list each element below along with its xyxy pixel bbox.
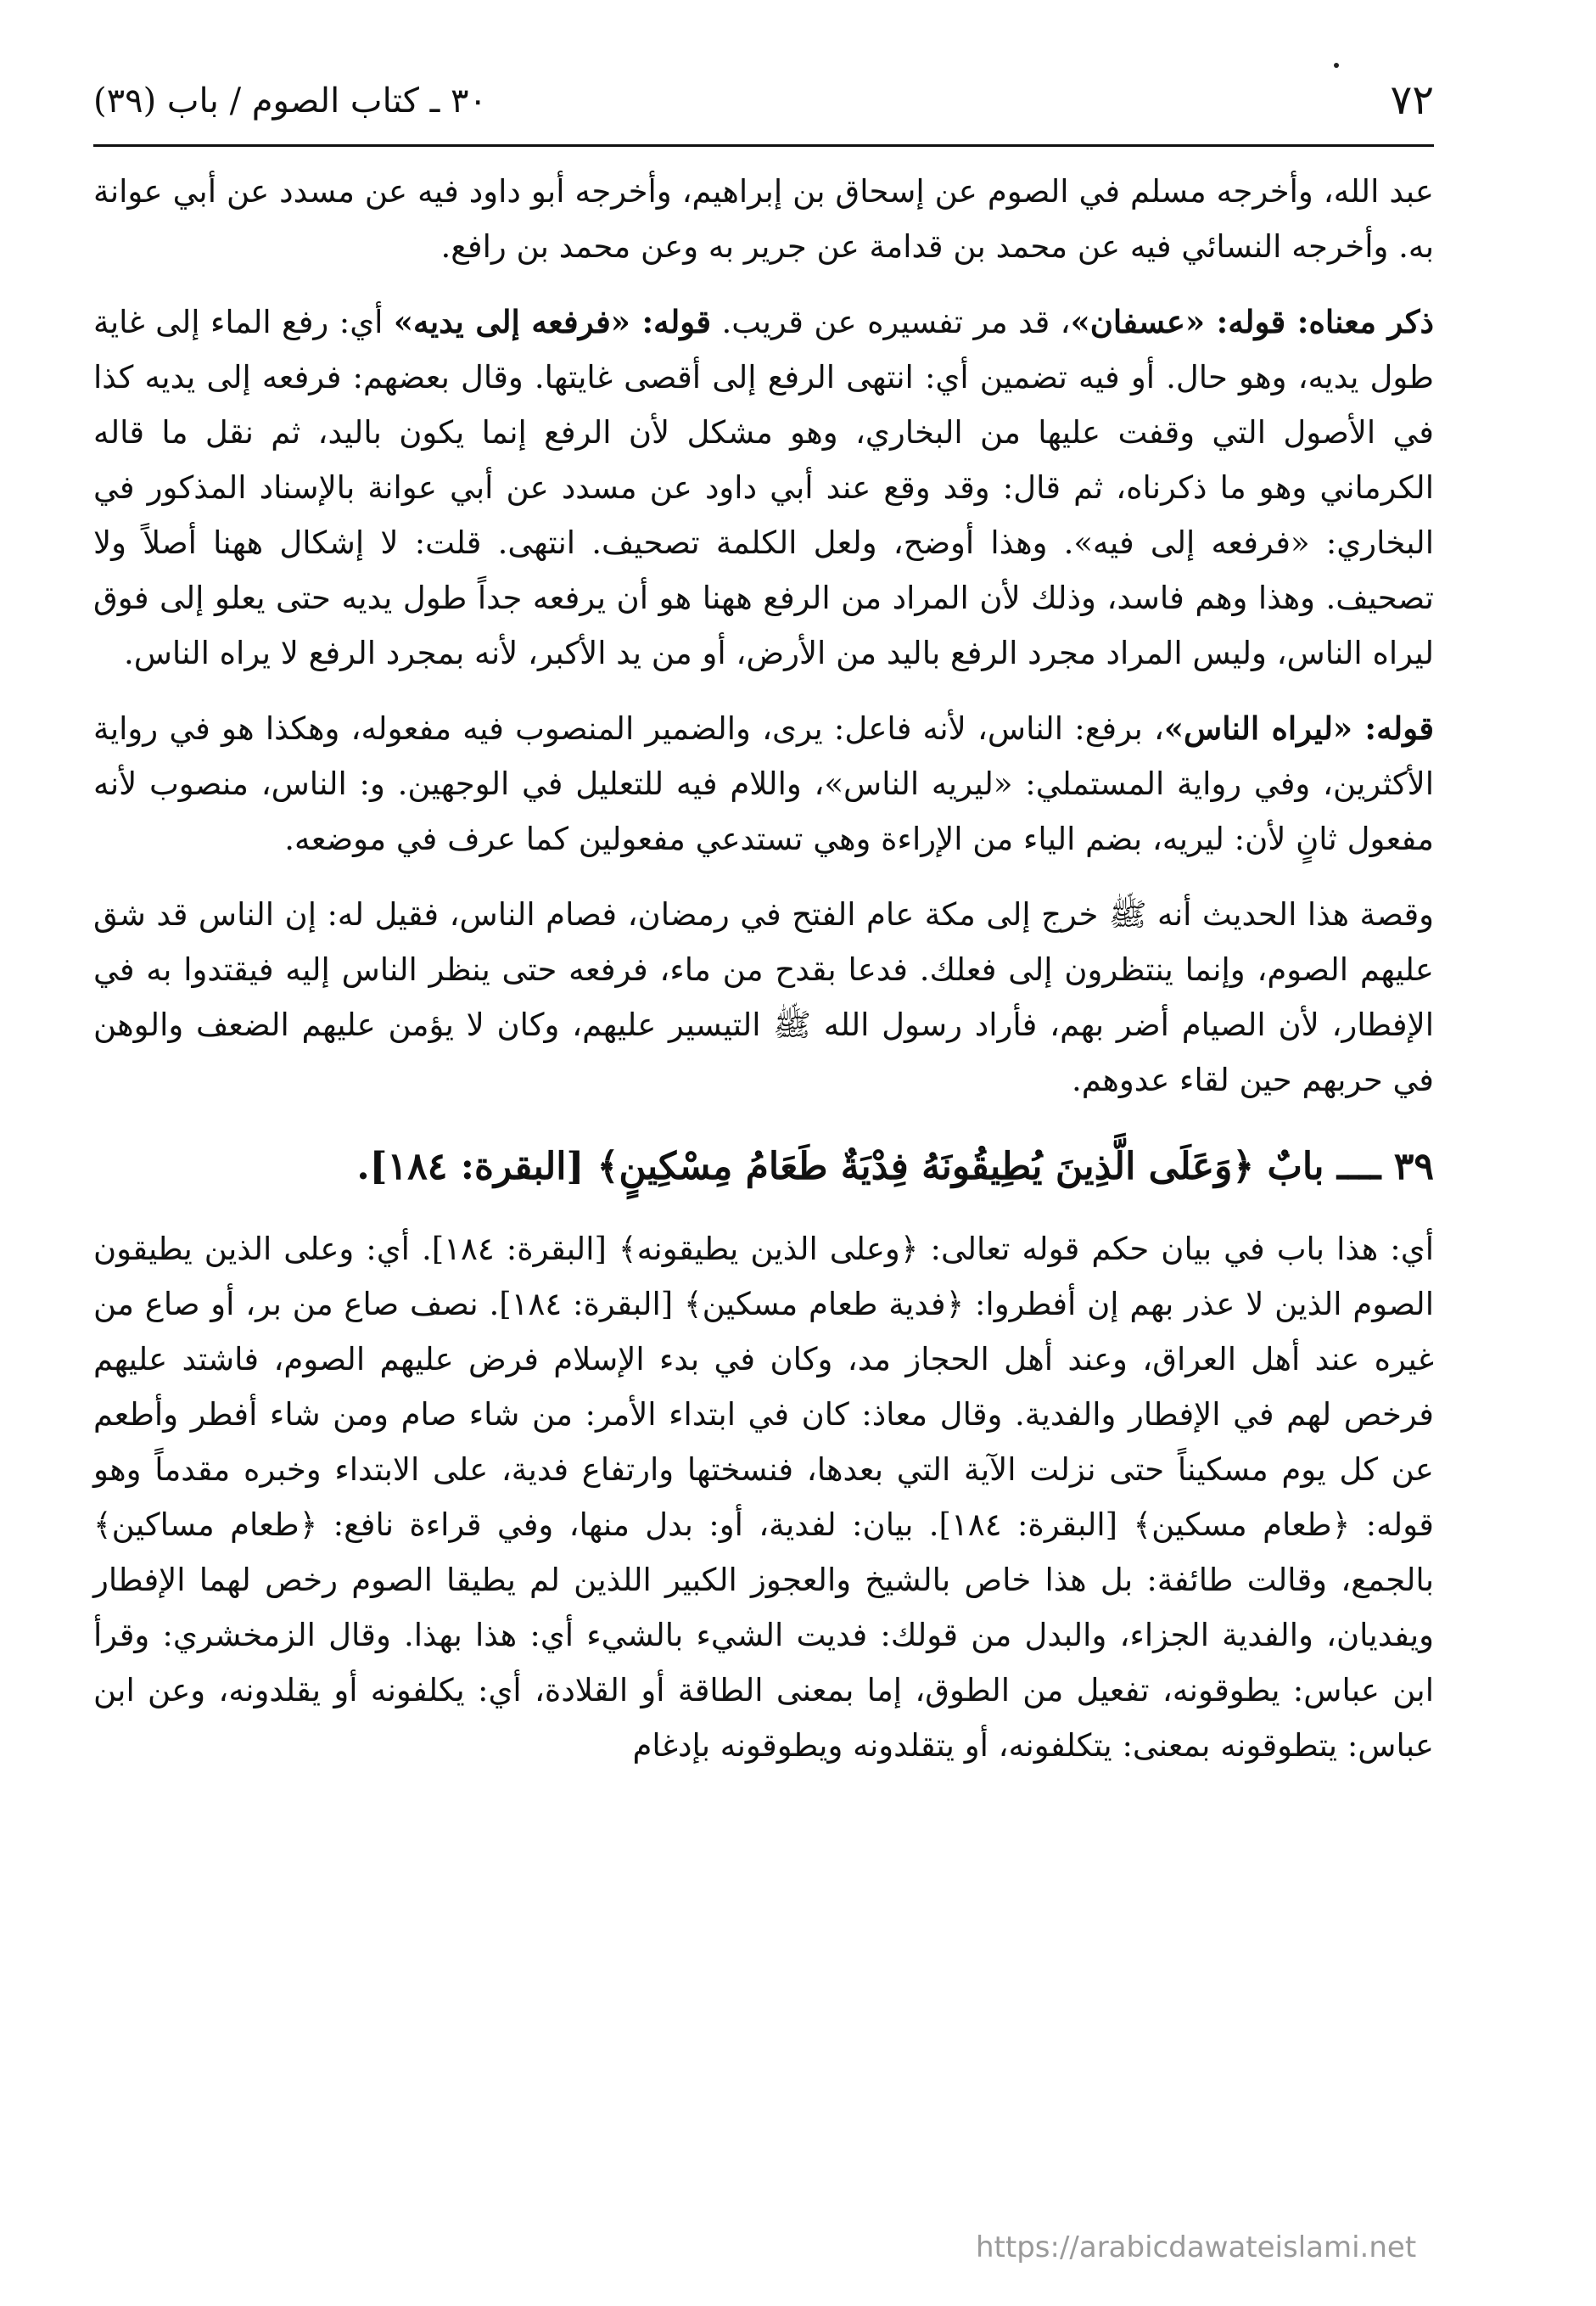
book-page [93, 68, 1434, 1793]
paragraph-2-lead-b: قوله: «فرفعه إلى يديه» [393, 303, 712, 340]
paragraph-3-rest: ، برفع: الناس، لأنه فاعل: يرى، والضمير المنصوب فيه مفعوله، وهكذا هو في رواية الأكثرين، وفي رواية المستملي: «ليريه الناس»، واللام فيه للتعليل في الوجهين. و: الناس، منصوب لأنه مفعول ثانٍ لأن: ليريه، بضم الياء من الإراءة وهي تستدعي مفعولين كما عرف في موضعه. [93, 710, 1434, 857]
page-header [93, 68, 1434, 147]
page-number: ٧٢ [1390, 76, 1434, 124]
watermark-url: https://arabicdawateislami.net [976, 2230, 1417, 2264]
paragraph-2 [93, 295, 1434, 681]
page-body [93, 164, 1434, 1773]
running-title: ٣٠ ـ كتاب الصوم / باب (٣٩) [93, 81, 487, 121]
paragraph-5: أي: هذا باب في بيان حكم قوله تعالى: ﴿وعلى الذين يطيقونه﴾ [البقرة: ١٨٤]. أي: وعلى الذين يطيقون الصوم الذين لا عذر بهم إن أفطروا: ﴿فدية طعام مسكين﴾ [البقرة: ١٨٤]. نصف صاع من بر، أو صاع من غيره عند أهل العراق، وعند أهل الحجاز مد، وكان في بدء الإسلام فرض عليهم الصوم، فاشتد عليهم فرخص لهم في الإفطار والفدية. وقال معاذ: كان في ابتداء الأمر: من شاء صام ومن شاء أفطر وأطعم عن كل يوم مسكيناً حتى نزلت الآية التي بعدها، فنسختها وارتفاع فدية، على الابتداء وخبره مقدماً وهو قوله: ﴿طعام مسكين﴾ [البقرة: ١٨٤]. بيان: لفدية، أو: بدل منها، وفي قراءة نافع: ﴿طعام مساكين﴾ بالجمع، وقالت طائفة: بل هذا خاص بالشيخ والعجوز الكبير اللذين لم يطيقا الصوم رخص لهما الإفطار ويفديان، والفدية الجزاء، والبدل من قولك: فديت الشيء بالشيء أي: هذا بهذا. وقال الزمخشري: وقرأ ابن عباس: يطوقونه، تفعيل من الطوق، إما بمعنى الطاقة أو القلادة، أي: يكلفونه أو يقلدونه، وعن ابن عباس: يتطوقونه بمعنى: يتكلفونه، أو يتقلدونه ويطوقونه بإدغام [93, 1231, 1434, 1764]
paragraph-2-rest: أي: رفع الماء إلى غاية طول يديه، وهو حال. أو فيه تضمين أي: انتهى الرفع إلى أقصى غايتها. وقال بعضهم: فرفعه إلى يديه كذا في الأصول التي وقفت عليها من البخاري، وهو مشكل لأن الرفع إنما يكون باليد، ثم نقل ما قاله الكرماني وهو ما ذكرناه، ثم قال: وقد وقع عند أبي داود عن مسدد عن أبي عوانة بالإسناد المذكور في البخاري: «فرفعه إلى فيه». وهذا أوضح، ولعل الكلمة تصحيف. انتهى. قلت: لا إشكال ههنا أصلاً ولا تصحيف. وهذا وهم فاسد، وذلك لأن المراد من الرفع ههنا هو أن يرفعه جداً طول يديه حتى يعلو إلى فوق ليراه الناس، وليس المراد مجرد الرفع باليد من الأرض، أو من يد الأكبر، لأنه بمجرد الرفع لا يراه الناس. [93, 304, 1434, 671]
paragraph-2-lead-a: ذكر معناه: قوله: «عسفان» [1070, 303, 1434, 340]
paragraph-3-lead: قوله: «ليراه الناس» [1163, 710, 1435, 747]
paragraph-1: عبد الله، وأخرجه مسلم في الصوم عن إسحاق بن إبراهيم، وأخرجه أبو داود فيه عن مسدد عن أبي عوانة به. وأخرجه النسائي فيه عن محمد بن قدامة عن جرير به وعن محمد بن رافع. [93, 173, 1434, 265]
section-heading: ٣٩ ــــ بابٌ ﴿وَعَلَى الَّذِينَ يُطِيقُونَهُ فِدْيَةٌ طَعَامُ مِسْكِينٍ﴾ [البقرة: ١٨٤]. [356, 1145, 1434, 1188]
paragraph-2-mid-a: ، قد مر تفسيره عن قريب. [711, 304, 1071, 340]
paragraph-3 [93, 701, 1434, 867]
paragraph-4: وقصة هذا الحديث أنه ﷺ خرج إلى مكة عام الفتح في رمضان، فصام الناس، فقيل له: إن الناس قد شق عليهم الصوم، وإنما ينتظرون إلى فعلك. فدعا بقدح من ماء، فرفعه حتى ينظر الناس إليه فيقتدوا به في الإفطار، لأن الصيام أضر بهم، فأراد رسول الله ﷺ التيسير عليهم، وكان لا يؤمن عليهم الضعف والوهن في حربهم حين لقاء عدوهم. [93, 896, 1434, 1098]
